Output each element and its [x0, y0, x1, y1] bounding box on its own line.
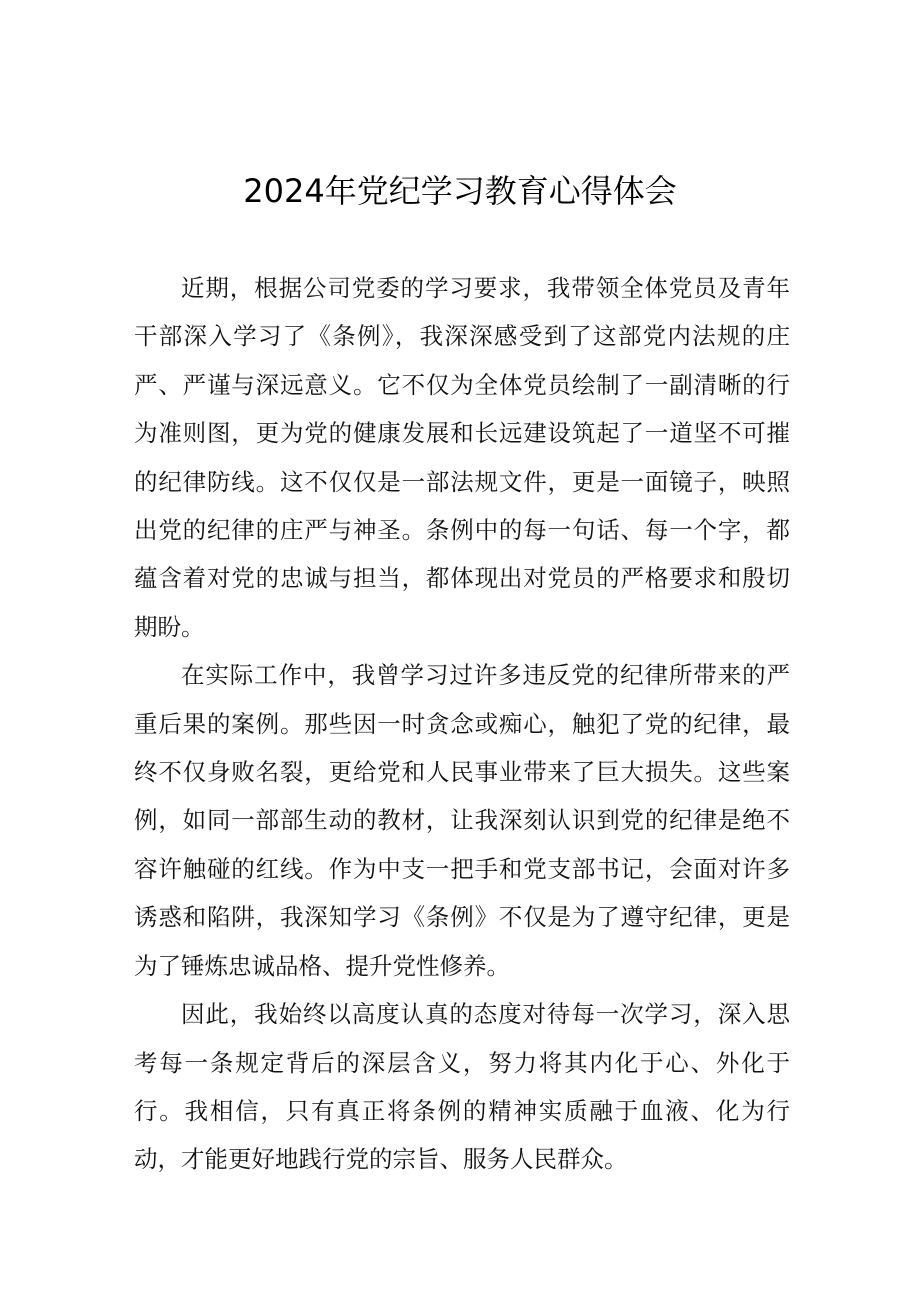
document-body: [134, 264, 790, 1184]
document-title: 2024年党纪学习教育心得体会: [243, 172, 677, 210]
paragraph-2: 在实际工作中，我曾学习过许多违反党的纪律所带来的严重后果的案例。那些因一时贪念或痴心，触犯了党的纪律，最终不仅身败名裂，更给党和人民事业带来了巨大损失。这些案例，如同一部部生动的教材，让我深刻认识到党的纪律是绝不容许触碰的红线。作为中支一把手和党支部书记，会面对许多诱惑和陷阱，我深知学习《条例》不仅是为了遵守纪律，更是为了锤炼忠诚品格、提升党性修养。: [134, 661, 790, 980]
paragraph-1: 近期，根据公司党委的学习要求，我带领全体党员及青年干部深入学习了《条例》，我深深感受到了这部党内法规的庄严、严谨与深远意义。它不仅为全体党员绘制了一副清晰的行为准则图，更为党的健康发展和长远建设筑起了一道坚不可摧的纪律防线。这不仅仅是一部法规文件，更是一面镜子，映照出党的纪律的庄严与神圣。条例中的每一句话、每一个字，都蕴含着对党的忠诚与担当，都体现出对党员的严格要求和殷切期盼。: [134, 274, 790, 641]
paragraph-3: 因此，我始终以高度认真的态度对待每一次学习，深入思考每一条规定背后的深层含义，努力将其内化于心、外化于行。我相信，只有真正将条例的精神实质融于血液、化为行动，才能更好地践行党的宗旨、服务人民群众。: [134, 1000, 790, 1174]
